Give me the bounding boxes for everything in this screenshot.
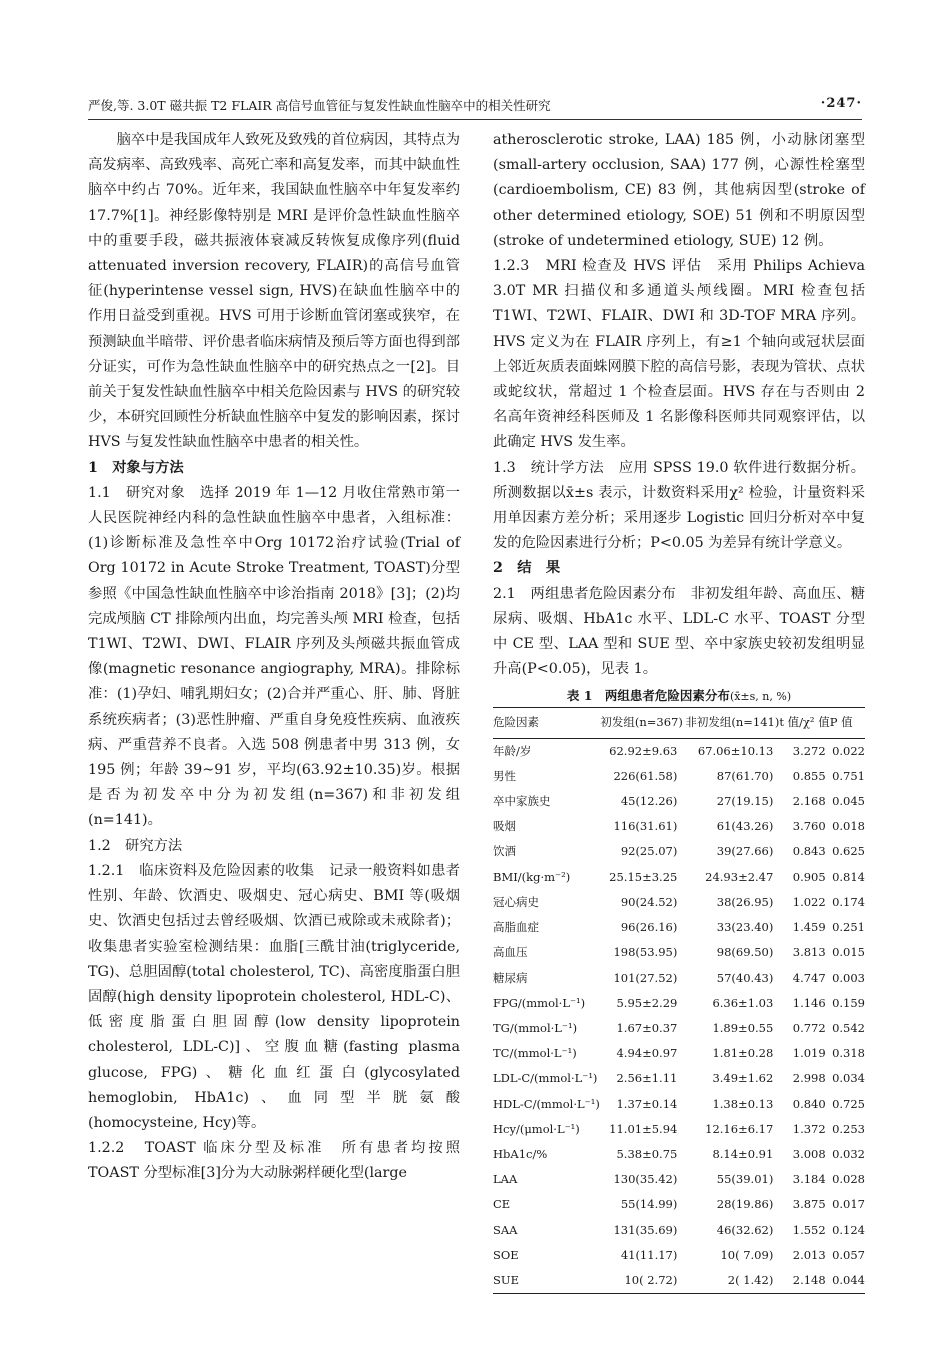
recurrent-group-cell: 33(23.40): [716, 920, 774, 935]
statistic-cell: 2.148: [779, 1268, 829, 1294]
statistic-cell: 3.760: [792, 819, 826, 834]
initial-group-cell: 11.01±5.94: [609, 1121, 678, 1136]
recurrent-group-cell: 2( 1.42): [685, 1268, 779, 1294]
recurrent-group-cell: 55(39.01): [716, 1172, 774, 1187]
recurrent-group-cell: 98(69.50): [716, 945, 774, 960]
risk-factor-cell: CE: [493, 1197, 511, 1212]
initial-group-cell: 101(27.52): [613, 970, 678, 985]
recurrent-group-cell: 39(27.66): [716, 844, 774, 859]
left-column: [88, 128, 460, 1187]
statistic-cell: 4.747: [792, 970, 826, 985]
statistic-cell: 2.013: [792, 1247, 826, 1262]
statistic-cell: 1.146: [792, 995, 826, 1010]
p-value-cell: 0.251: [832, 920, 865, 935]
statistic-cell: 0.772: [792, 1020, 826, 1035]
p-value-cell: 0.003: [832, 970, 865, 985]
initial-group-cell: 2.56±1.11: [616, 1071, 678, 1086]
risk-factor-cell: LAA: [493, 1172, 518, 1187]
risk-factor-cell: HDL-C/(mmol·L⁻¹): [493, 1096, 600, 1111]
initial-group-cell: 1.37±0.14: [616, 1096, 678, 1111]
p-value-cell: 0.044: [830, 1268, 865, 1294]
table-header-row: [493, 708, 865, 738]
recurrent-group-cell: 24.93±2.47: [705, 869, 774, 884]
section-1-2-2-continued: atherosclerotic stroke, LAA) 185 例，小动脉闭塞型(small-artery occlusion, SAA) 177 例，心源性栓塞型(cardioembolism, CE) 83 例，其他病因型(stroke of other determined etiology, SOE) 51 例和不明原因型(stroke of undetermined etiology, SUE) 12 例。: [493, 132, 865, 249]
risk-factor-cell: TC/(mmol·L⁻¹): [493, 1046, 577, 1061]
header-test-statistic: t 值/χ² 值: [779, 708, 829, 738]
statistic-cell: 3.272: [792, 743, 826, 758]
initial-group-cell: 90(24.52): [620, 894, 678, 909]
initial-group-cell: 10( 2.72): [600, 1268, 685, 1294]
statistic-cell: 0.840: [792, 1096, 826, 1111]
statistic-cell: 2.998: [792, 1071, 826, 1086]
section-1-2-1-paragraph: 1.2.1 临床资料及危险因素的收集 记录一般资料如患者性别、年龄、饮酒史、吸烟史、冠心病史、BMI 等(吸烟史、饮酒史包括过去曾经吸烟、饮酒已戒除或未戒除者)；收集患者实验室检测结果：血脂[三酰甘油(triglyceride, TG)、总胆固醇(total cholesterol, TC)、高密度脂蛋白胆固醇(high density lipoprotein cholesterol, HDL-C)、低密度脂蛋白胆固醇(low density lipoprotein cholesterol, LDL-C)]、空腹血糖(fasting plasma glucose, FPG)、糖化血红蛋白(glycosylated hemoglobin, HbA1c)、血同型半胱氨酸(homocysteine, Hcy)等。: [88, 862, 460, 1131]
risk-factor-cell: 男性: [493, 768, 516, 783]
p-value-cell: 0.015: [832, 945, 865, 960]
table-row: [493, 738, 865, 764]
section-2-1-paragraph: 2.1 两组患者危险因素分布 非初发组年龄、高血压、糖尿病、吸烟、HbA1c 水平、LDL-C 水平、TOAST 分型中 CE 型、LAA 型和 SUE 型、卒中家族史较初发组明显升高(P<0.05)，见表 1。: [493, 585, 865, 678]
initial-group-cell: 131(35.69): [613, 1222, 678, 1237]
risk-factor-cell: 卒中家族史: [493, 794, 551, 809]
initial-group-cell: 1.67±0.37: [616, 1020, 678, 1035]
statistic-cell: 1.022: [792, 894, 826, 909]
table-row: [493, 1117, 865, 1142]
section-1-2-2-paragraph: 1.2.2 TOAST 临床分型及标准 所有患者均按照 TOAST 分型标准[3]分为大动脉粥样硬化型(large: [88, 1140, 460, 1182]
initial-group-cell: 226(61.58): [613, 768, 678, 783]
risk-factor-cell: SUE: [493, 1268, 600, 1294]
risk-factor-cell: 冠心病史: [493, 894, 539, 909]
p-value-cell: 0.253: [832, 1121, 865, 1136]
table-1: [493, 707, 865, 1294]
table-row: [493, 966, 865, 991]
recurrent-group-cell: 28(19.86): [716, 1197, 774, 1212]
section-1-2-3-paragraph: 1.2.3 MRI 检查及 HVS 评估 采用 Philips Achieva 3.0T MR 扫描仪和多通道头颅线圈。MRI 检查包括 T1WI、T2WI、FLAIR、DWI 和 3D-TOF MRA 序列。HVS 定义为在 FLAIR 序列上，有≥1 个轴向或冠状层面上邻近灰质表面蛛网膜下腔的高信号影，表现为管状、点状或蛇纹状，常超过 1 个检查层面。HVS 存在与否则由 2 名高年资神经科医师及 1 名影像科医师共同观察评估，以此确定 HVS 发生率。: [493, 258, 865, 451]
recurrent-group-cell: 6.36±1.03: [712, 995, 774, 1010]
initial-group-cell: 45(12.26): [620, 794, 678, 809]
p-value-cell: 0.032: [832, 1146, 865, 1161]
section-1-3-paragraph: 1.3 统计学方法 应用 SPSS 19.0 软件进行数据分析。所测数据以x̄±s 表示，计数资料采用χ² 检验，计量资料采用单因素方差分析；采用逐步 Logistic 回归分析对卒中复发的危险因素进行分析；P<0.05 为差异有统计学意义。: [493, 459, 865, 552]
risk-factor-cell: BMI/(kg·m⁻²): [493, 869, 571, 884]
running-header: [88, 92, 862, 120]
risk-factor-cell: 饮酒: [493, 844, 516, 859]
p-value-cell: 0.034: [832, 1071, 865, 1086]
p-value-cell: 0.045: [832, 794, 865, 809]
table-row: [493, 1016, 865, 1041]
statistic-cell: 1.372: [792, 1121, 826, 1136]
statistic-cell: 1.019: [792, 1046, 826, 1061]
p-value-cell: 0.542: [832, 1020, 865, 1035]
initial-group-cell: 62.92±9.63: [609, 743, 678, 758]
statistic-cell: 0.905: [792, 869, 826, 884]
table-row: [493, 764, 865, 789]
initial-group-cell: 55(14.99): [620, 1197, 678, 1212]
recurrent-group-cell: 57(40.43): [716, 970, 774, 985]
initial-group-cell: 96(26.16): [620, 920, 678, 935]
table-1-caption-text: 表 1 两组患者危险因素分布: [566, 688, 730, 704]
table-1-body: [493, 738, 865, 1293]
risk-factor-cell: 高血压: [493, 945, 528, 960]
header-recurrent-group: 非初发组(n=141): [685, 708, 779, 738]
initial-group-cell: 5.95±2.29: [616, 995, 678, 1010]
table-row: [493, 915, 865, 940]
initial-group-cell: 25.15±3.25: [609, 869, 678, 884]
recurrent-group-cell: 8.14±0.91: [712, 1146, 774, 1161]
table-1-caption-note: (x̄±s, n, %): [729, 690, 792, 704]
page-number: ·247·: [820, 96, 862, 111]
risk-factor-cell: 吸烟: [493, 819, 516, 834]
p-value-cell: 0.017: [832, 1197, 865, 1212]
header-initial-group: 初发组(n=367): [600, 708, 685, 738]
table-row: [493, 789, 865, 814]
table-row: [493, 1268, 865, 1294]
table-row: [493, 865, 865, 890]
table-row: [493, 1142, 865, 1167]
risk-factor-cell: HbA1c/%: [493, 1146, 548, 1161]
recurrent-group-cell: 1.38±0.13: [712, 1096, 774, 1111]
table-row: [493, 839, 865, 864]
risk-factor-cell: SOE: [493, 1247, 519, 1262]
initial-group-cell: 4.94±0.97: [616, 1046, 678, 1061]
statistic-cell: 3.008: [792, 1146, 826, 1161]
initial-group-cell: 198(53.95): [613, 945, 678, 960]
statistic-cell: 1.459: [792, 920, 826, 935]
recurrent-group-cell: 10( 7.09): [720, 1247, 774, 1262]
risk-factor-cell: 年龄/岁: [493, 743, 532, 758]
p-value-cell: 0.814: [832, 869, 865, 884]
recurrent-group-cell: 67.06±10.13: [697, 743, 774, 758]
p-value-cell: 0.725: [832, 1096, 865, 1111]
table-1-caption: [493, 686, 865, 707]
statistic-cell: 3.184: [792, 1172, 826, 1187]
right-column: [493, 128, 865, 1294]
statistic-cell: 1.552: [792, 1222, 826, 1237]
recurrent-group-cell: 38(26.95): [716, 894, 774, 909]
risk-factor-cell: TG/(mmol·L⁻¹): [493, 1020, 578, 1035]
p-value-cell: 0.018: [832, 819, 865, 834]
table-row: [493, 814, 865, 839]
recurrent-group-cell: 1.89±0.55: [712, 1020, 774, 1035]
running-title: 严俊,等. 3.0T 磁共振 T2 FLAIR 高信号血管征与复发性缺血性脑卒中的相关性研究: [88, 98, 551, 113]
initial-group-cell: 116(31.61): [613, 819, 678, 834]
table-row: [493, 1192, 865, 1217]
statistic-cell: 2.168: [792, 794, 826, 809]
recurrent-group-cell: 46(32.62): [716, 1222, 774, 1237]
table-row: [493, 890, 865, 915]
table-row: [493, 1041, 865, 1066]
p-value-cell: 0.159: [832, 995, 865, 1010]
header-risk-factor: 危险因素: [493, 708, 600, 738]
statistic-cell: 0.855: [792, 768, 826, 783]
risk-factor-cell: SAA: [493, 1222, 518, 1237]
recurrent-group-cell: 1.81±0.28: [712, 1046, 774, 1061]
table-row: [493, 940, 865, 965]
section-1-1-paragraph: 1.1 研究对象 选择 2019 年 1—12 月收住常熟市第一人民医院神经内科的急性缺血性脑卒中患者，入组标准：(1)诊断标准及急性卒中Org 10172治疗试验(Trial of Org 10172 in Acute Stroke Treatment, TOAST)分型参照《中国急性缺血性脑卒中诊治指南 2018》[3]；(2)均完成颅脑 CT 排除颅内出血，均完善头颅 MRI 检查，包括 T1WI、T2WI、DWI、FLAIR 序列及头颅磁共振血管成像(magnetic resonance angiography, MRA)。排除标准：(1)孕妇、哺乳期妇女；(2)合并严重心、肝、肺、肾脏系统疾病者；(3)恶性肿瘤、严重自身免疫性疾病、血液疾病、严重营养不良者。入选 508 例患者中男 313 例，女 195 例；年龄 39~91 岁，平均(63.92±10.35)岁。根据是否为初发卒中分为初发组(n=367)和非初发组(n=141)。: [88, 484, 460, 829]
intro-paragraph: 脑卒中是我国成年人致死及致残的首位病因，其特点为高发病率、高致残率、高死亡率和高复发率，而其中缺血性脑卒中约占 70%。近年来，我国缺血性脑卒中年复发率约 17.7%[1]。神经影像特别是 MRI 是评价急性缺血性脑卒中的重要手段，磁共振液体衰减反转恢复成像序列(fluid attenuated inversion recovery, FLAIR)的高信号血管征(hyperintense vessel sign, HVS)在缺血性脑卒中的作用日益受到重视。HVS 可用于诊断血管闭塞或狭窄，在预测缺血半暗带、评价患者临床病情及预后等方面也得到部分证实，可作为急性缺血性脑卒中的研究热点之一[2]。目前关于复发性缺血性脑卒中相关危险因素与 HVS 的研究较少，本研究回顾性分析缺血性脑卒中复发的影响因素，探讨 HVS 与复发性缺血性脑卒中患者的相关性。: [88, 132, 460, 451]
p-value-cell: 0.022: [832, 743, 865, 758]
initial-group-cell: 92(25.07): [620, 844, 678, 859]
initial-group-cell: 5.38±0.75: [616, 1146, 678, 1161]
recurrent-group-cell: 87(61.70): [716, 768, 774, 783]
section-1-title: 1 对象与方法: [88, 459, 184, 476]
risk-factor-cell: 高脂血症: [493, 920, 539, 935]
recurrent-group-cell: 3.49±1.62: [712, 1071, 774, 1086]
recurrent-group-cell: 12.16±6.17: [705, 1121, 774, 1136]
recurrent-group-cell: 61(43.26): [716, 819, 774, 834]
section-2-title: 2 结 果: [493, 560, 561, 577]
p-value-cell: 0.625: [832, 844, 865, 859]
statistic-cell: 3.813: [792, 945, 826, 960]
table-row: [493, 1167, 865, 1192]
risk-factor-cell: Hcy/(μmol·L⁻¹): [493, 1121, 580, 1136]
header-p-value: P 值: [830, 708, 865, 738]
p-value-cell: 0.318: [832, 1046, 865, 1061]
risk-factor-cell: FPG/(mmol·L⁻¹): [493, 995, 586, 1010]
p-value-cell: 0.124: [832, 1222, 865, 1237]
p-value-cell: 0.174: [832, 894, 865, 909]
statistic-cell: 3.875: [792, 1197, 826, 1212]
p-value-cell: 0.751: [832, 768, 865, 783]
p-value-cell: 0.028: [832, 1172, 865, 1187]
statistic-cell: 0.843: [792, 844, 826, 859]
initial-group-cell: 41(11.17): [620, 1247, 678, 1262]
p-value-cell: 0.057: [832, 1247, 865, 1262]
risk-factor-cell: 糖尿病: [493, 970, 528, 985]
table-row: [493, 1243, 865, 1268]
table-row: [493, 1092, 865, 1117]
initial-group-cell: 130(35.42): [613, 1172, 678, 1187]
table-row: [493, 991, 865, 1016]
table-row: [493, 1066, 865, 1091]
section-1-2-title: 1.2 研究方法: [88, 837, 183, 854]
table-row: [493, 1218, 865, 1243]
recurrent-group-cell: 27(19.15): [716, 794, 774, 809]
risk-factor-cell: LDL-C/(mmol·L⁻¹): [493, 1071, 598, 1086]
